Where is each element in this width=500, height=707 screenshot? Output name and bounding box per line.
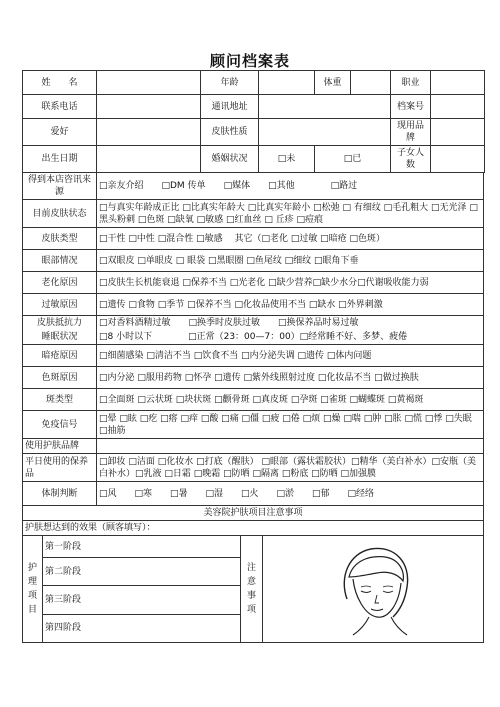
skin-assessment-table bbox=[22, 172, 484, 506]
body-options[interactable]: □风 □寒 □暑 □湿 □火 □淤 □郁 □经络 bbox=[97, 482, 484, 506]
children-label: 子女人数 bbox=[391, 146, 431, 173]
allergy-label: 过敏原因 bbox=[23, 294, 97, 316]
note-label-text: 注意事项 bbox=[246, 563, 256, 615]
state-label: 目前皮肤状态 bbox=[23, 200, 97, 228]
face-illustration bbox=[313, 537, 433, 637]
daily-options[interactable]: □卸妆 □洁面 □化妆水 □打底（醒肤） □眼部（露状霜胶状）□精华（美白补水）□安瓶（美白补水）□乳液 □日霜 □晚霜 □防晒 □隔离 □粉底 □防晒 □加强膜 bbox=[97, 454, 484, 482]
birth-label: 出生日期 bbox=[23, 146, 97, 173]
consultation-form bbox=[22, 70, 484, 643]
acne-label: 暗疮原因 bbox=[23, 345, 97, 367]
weight-field[interactable] bbox=[351, 71, 391, 95]
resist-label: 皮肤抵抗力 bbox=[23, 316, 97, 331]
daily-label: 平日使用的保养品 bbox=[23, 454, 97, 482]
notice-heading: 美容院护肤项目注意事项 bbox=[23, 506, 484, 521]
used-brand-label: 使用护肤品牌 bbox=[23, 439, 97, 454]
spot-options[interactable]: □全面斑 □云状斑 □块状斑 □颧骨斑 □真皮斑 □孕斑 □雀斑 □蝴蝶斑 □黄褐斑 bbox=[97, 389, 484, 411]
sleep-label: 睡眠状况 bbox=[23, 330, 97, 345]
face-illustration-cell bbox=[263, 536, 484, 643]
job-field[interactable] bbox=[431, 71, 485, 95]
weight-label: 体重 bbox=[315, 71, 351, 95]
acne-options[interactable]: □细菌感染 □清洁不当 □饮食不当 □内分泌失调 □遗传 □体内问题 bbox=[97, 345, 484, 367]
address-label: 通讯地址 bbox=[201, 95, 259, 119]
name-field[interactable] bbox=[97, 71, 201, 95]
age-label: 年龄 bbox=[201, 71, 259, 95]
stage-1[interactable]: 第一阶段 bbox=[43, 536, 241, 558]
type-label: 皮肤类型 bbox=[23, 228, 97, 250]
stage-2[interactable]: 第二阶段 bbox=[43, 558, 241, 586]
allergy-options[interactable]: □遗传 □食物 □季节 □保养不当 □化妆品使用不当 □缺水 □外界刺激 bbox=[97, 294, 484, 316]
page-title: 顾问档案表 bbox=[209, 52, 290, 70]
note-label bbox=[241, 536, 263, 643]
plan-label bbox=[23, 536, 43, 643]
sleep-options[interactable]: □8 小时以下 □正常（23：00—7：00）□经常睡不好、多梦、疲倦 bbox=[97, 330, 484, 345]
effect-heading: 护肤想达到的效果（顾客填写）： bbox=[23, 521, 484, 536]
age-field[interactable] bbox=[259, 71, 315, 95]
birth-field[interactable] bbox=[97, 146, 201, 173]
aging-options[interactable]: □皮肤生长机能衰退 □保养不当 □光老化 □缺少营养□缺少水分□代谢吸收能力弱 bbox=[97, 272, 484, 294]
job-label: 职业 bbox=[391, 71, 431, 95]
spot-label: 斑类型 bbox=[23, 389, 97, 411]
children-field[interactable] bbox=[431, 146, 485, 173]
plan-label-text: 护理项目 bbox=[27, 563, 37, 615]
file-no-label: 档案号 bbox=[391, 95, 431, 119]
phone-label: 联系电话 bbox=[23, 95, 97, 119]
pigment-options[interactable]: □内分泌 □服用药物 □怀孕 □遗传 □紫外线照射过度 □化妆品不当 □做过换肤 bbox=[97, 367, 484, 389]
name-label: 姓 名 bbox=[23, 71, 97, 95]
resist-options[interactable]: □对香料酒精过敏 □换季时皮肤过敏 □换保养品时易过敏 bbox=[97, 316, 484, 331]
skin-label: 皮肤性质 bbox=[201, 119, 259, 146]
phone-field[interactable] bbox=[97, 95, 201, 119]
stage-3[interactable]: 第三阶段 bbox=[43, 586, 241, 614]
source-options[interactable]: □亲友介绍 □DM 传单 □媒体 □其他 □路过 bbox=[97, 173, 484, 200]
state-options[interactable]: □与真实年龄成正比 □比真实年龄大 □比真实年龄小 □松弛 □ 有细纹 □毛孔粗大 □无光泽 □黑头粉刺 □色斑 □缺氧 □敏感 □红血丝 □ 丘疹 □痘痕 bbox=[97, 200, 484, 228]
aging-label: 老化原因 bbox=[23, 272, 97, 294]
hobby-field[interactable] bbox=[97, 119, 201, 146]
address-field[interactable] bbox=[259, 95, 391, 119]
basic-info-table bbox=[22, 70, 485, 173]
stage-4[interactable]: 第四阶段 bbox=[43, 614, 241, 642]
immune-options[interactable]: □晕 □眩 □疙 □瘩 □痒 □酸 □痛 □僵 □疲 □倦 □烦 □燥 □喘 □肿 □胀 □慌 □悸 □失眠 □抽筋 bbox=[97, 411, 484, 439]
file-no-field[interactable] bbox=[431, 95, 485, 119]
pigment-label: 色斑原因 bbox=[23, 367, 97, 389]
married-checkbox[interactable]: □已 bbox=[315, 146, 391, 173]
brand-field[interactable] bbox=[431, 119, 485, 146]
hobby-label: 爱好 bbox=[23, 119, 97, 146]
unmarried-checkbox[interactable]: □未 bbox=[259, 146, 315, 173]
plan-table bbox=[22, 505, 484, 643]
eye-label: 眼部情况 bbox=[23, 250, 97, 272]
immune-label: 免疫信号 bbox=[23, 411, 97, 439]
brand-label: 现用品牌 bbox=[391, 119, 431, 146]
eye-options[interactable]: □双眼皮 □单眼皮 □ 眼袋 □黑眼圈 □鱼尾纹 □细纹 □眼角下垂 bbox=[97, 250, 484, 272]
marriage-label: 婚姻状况 bbox=[201, 146, 259, 173]
used-brand-field[interactable] bbox=[97, 439, 484, 454]
body-label: 体制判断 bbox=[23, 482, 97, 506]
type-options[interactable]: □干性 □中性 □混合性 □敏感 其它（□老化 □过敏 □暗疮 □色斑） bbox=[97, 228, 484, 250]
source-label: 得到本店咨讯来源 bbox=[23, 173, 97, 200]
skin-field[interactable] bbox=[259, 119, 391, 146]
